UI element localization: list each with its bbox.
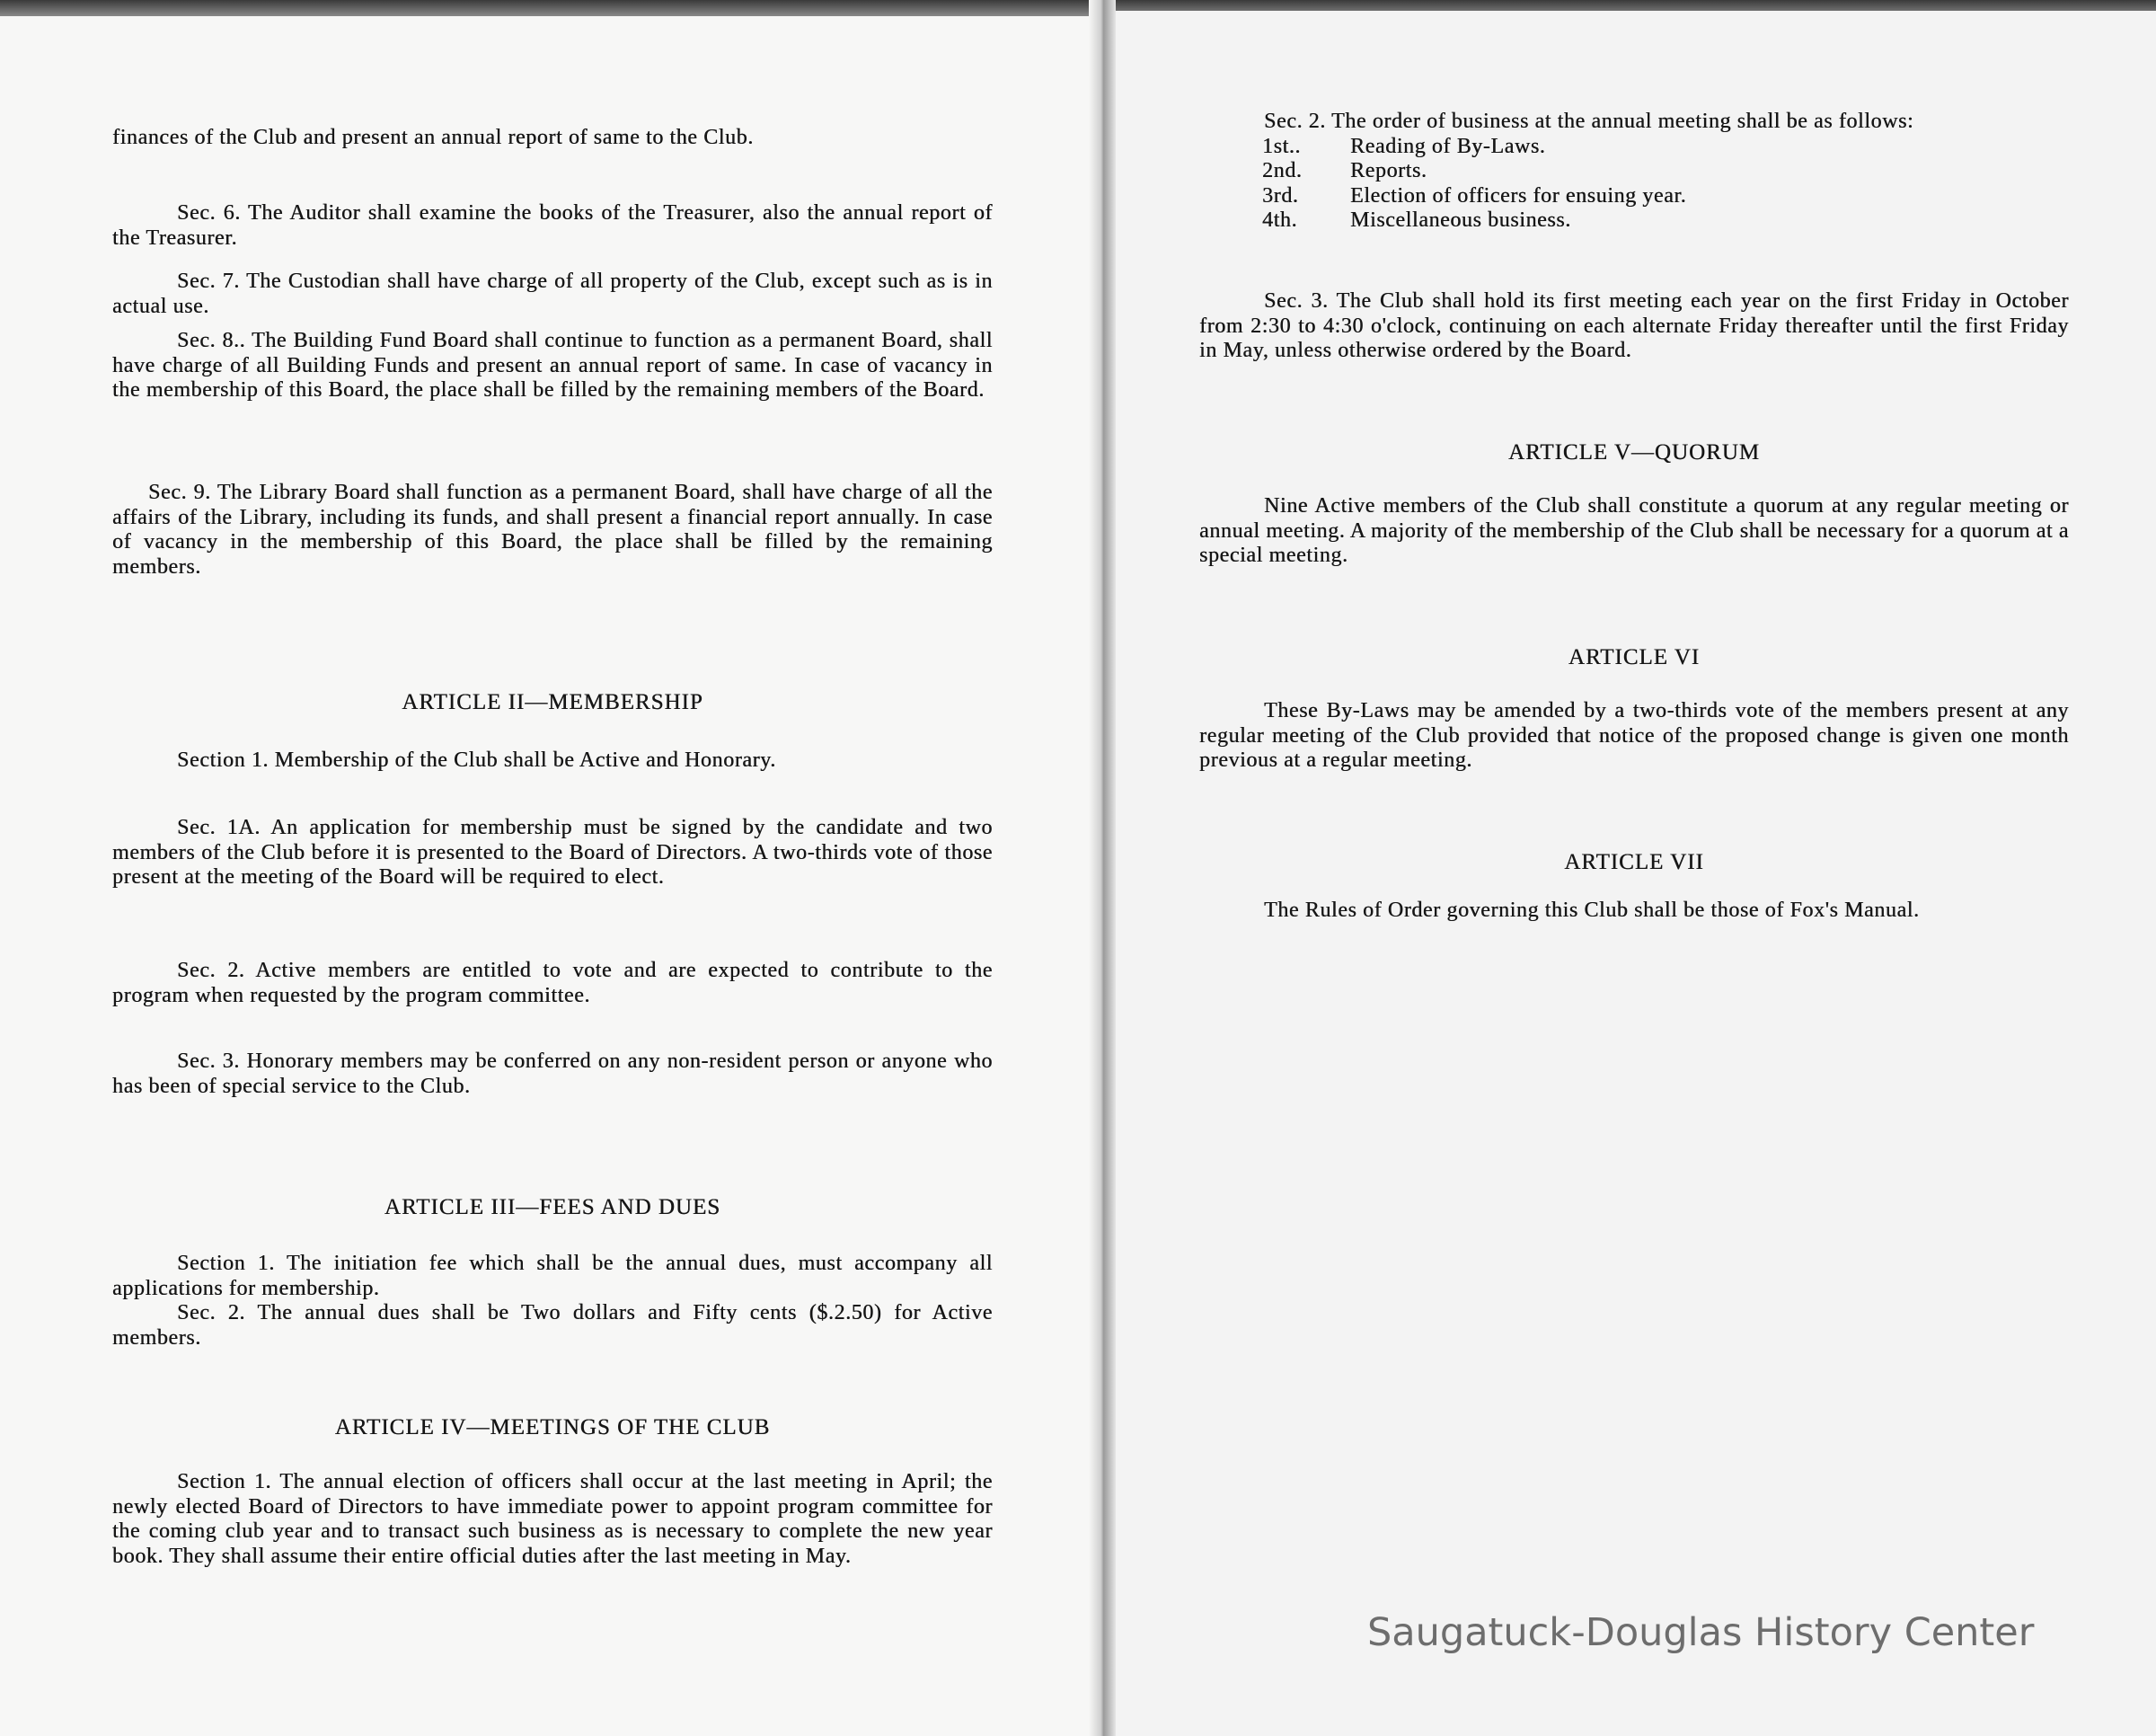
paragraph-text: These By-Laws may be amended by a two-thirds vote of the members present at any regular meeting of the Club provided that notice of the proposed change is given one month previous at a regular meeting.	[1199, 699, 2069, 772]
list-item	[1262, 184, 2069, 209]
article-3-heading: ARTICLE III—FEES AND DUES	[384, 1195, 721, 1219]
order-of-business-list	[1262, 135, 2069, 234]
article-4-section-1	[112, 1470, 993, 1569]
article-3-sec-2	[112, 1301, 993, 1351]
list-item	[1262, 135, 2069, 160]
article-5-heading: ARTICLE V—QUORUM	[1507, 440, 1760, 465]
sec6	[112, 201, 993, 251]
sec9	[112, 481, 993, 580]
list-item	[1262, 208, 2069, 234]
paragraph-text: Section 1. The annual election of officers shall occur at the last meeting in April; the newly elected Board of Directors to have immediate power to appoint program committee for the coming club year and to transact such business as is necessary to complete the new year book. They shall assume their entire official duties after the last meeting in May.	[112, 1470, 993, 1568]
paragraph-text: Sec. 2. The annual dues shall be Two dollars and Fifty cents ($.2.50) for Active members.	[112, 1301, 993, 1350]
sec7	[112, 270, 993, 319]
paragraph-text: Sec. 2. Active members are entitled to vote and are expected to contribute to the program when requested by the program committee.	[112, 959, 993, 1007]
paragraph-text: finances of the Club and present an annual report of same to the Club.	[112, 126, 754, 149]
paragraph-text: Sec. 7. The Custodian shall have charge of all property of the Club, except such as is in actual use.	[112, 270, 993, 318]
article-5-text	[1199, 494, 2069, 569]
article-2-sec-2	[112, 959, 993, 1008]
paragraph-text: Sec. 3. The Club shall hold its first meeting each year on the first Friday in October from 2:30 to 4:30 o'clock, continuing on each alternate Friday thereafter until the first Friday in May, unless otherwise ordered by the Board.	[1199, 289, 2069, 362]
list-number: 4th.	[1262, 208, 1298, 232]
paragraph-text: The Rules of Order governing this Club shall be those of Fox's Manual.	[1264, 899, 1920, 922]
paragraph-text: Nine Active members of the Club shall constitute a quorum at any regular meeting or annual meeting. A majority of the membership of the Club shall be necessary for a quorum at a special meeting.	[1199, 494, 2069, 567]
paragraph-text: Sec. 9. The Library Board shall function as a permanent Board, shall have charge of all the affairs of the Library, including its funds, and shall present a financial report annually. In case of vacancy in the membership of this Board, the place shall be filled by the remaining members.	[112, 481, 993, 579]
article-7-heading: ARTICLE VII	[1564, 850, 1704, 874]
article-6-heading: ARTICLE VI	[1568, 645, 1701, 669]
paragraph-finances	[112, 126, 993, 151]
list-number: 2nd.	[1262, 159, 1303, 182]
list-number: 3rd.	[1262, 183, 1299, 208]
paragraph-text: Sec. 3. Honorary members may be conferred on any non-resident person or anyone who has been of special service to the Club.	[112, 1050, 993, 1098]
paragraph-text: Section 1. The initiation fee which shall be the annual dues, must accompany all applications for membership.	[112, 1252, 993, 1300]
book-gutter	[1089, 0, 1116, 1736]
article-2-section-1	[112, 748, 993, 774]
list-number: 1st..	[1262, 134, 1302, 158]
article-7-text	[1199, 899, 2069, 924]
article-2-sec-1a	[112, 816, 993, 890]
list-text: Election of officers for ensuing year.	[1350, 183, 1687, 208]
right-sec3	[1199, 289, 2069, 364]
paragraph-text: Sec. 2. The order of business at the annual meeting shall be as follows:	[1264, 110, 1914, 133]
article-2-sec-3	[112, 1050, 993, 1099]
list-text: Miscellaneous business.	[1350, 208, 1571, 232]
paragraph-text: Section 1. Membership of the Club shall be Active and Honorary.	[177, 748, 776, 772]
list-text: Reading of By-Laws.	[1350, 134, 1546, 158]
article-4-heading: ARTICLE IV—MEETINGS OF THE CLUB	[334, 1415, 771, 1439]
article-2-heading: ARTICLE II—MEMBERSHIP	[402, 690, 703, 714]
article-3-section-1	[112, 1252, 993, 1301]
watermark: Saugatuck-Douglas History Center	[1367, 1610, 2035, 1655]
paragraph-text: Sec. 1A. An application for membership must be signed by the candidate and two members of the Club before it is presented to the Board of Directors. A two-thirds vote of those present at the meeting of the Board will be required to elect.	[112, 816, 993, 889]
sec8	[112, 329, 993, 403]
list-item	[1262, 159, 2069, 184]
paragraph-text: Sec. 8.. The Building Fund Board shall continue to function as a permanent Board, shall have charge of all Building Funds and present an annual report of same. In case of vacancy in the membership of this Board, the place shall be filled by the remaining members of the Board.	[112, 329, 993, 402]
right-sec2	[1199, 110, 2069, 234]
article-6-text	[1199, 699, 2069, 774]
paragraph-text: Sec. 6. The Auditor shall examine the books of the Treasurer, also the annual report of the Treasurer.	[112, 201, 993, 250]
list-text: Reports.	[1350, 159, 1427, 182]
